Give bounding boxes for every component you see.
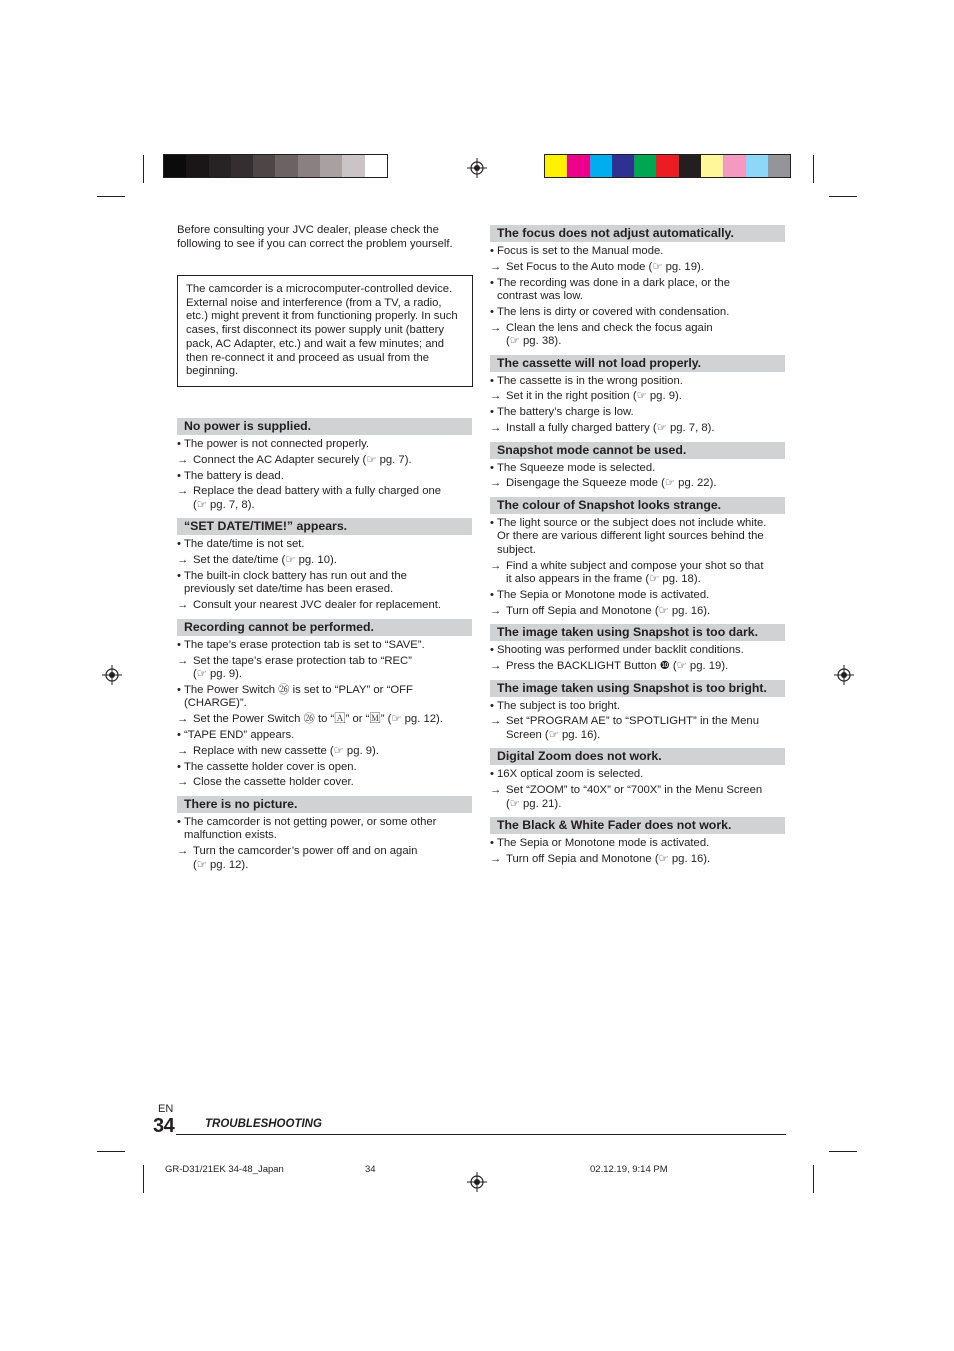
cause-line xyxy=(177,438,472,452)
arrow-icon: → xyxy=(490,260,502,273)
bullet-icon: • xyxy=(490,516,494,529)
remedy-line xyxy=(177,554,472,568)
bullet-icon: • xyxy=(490,245,494,257)
section-heading: Digital Zoom does not work. xyxy=(490,748,785,765)
color-swatch xyxy=(164,155,186,177)
cause-line xyxy=(490,375,785,389)
color-swatch xyxy=(298,155,320,177)
color-swatch xyxy=(365,155,387,177)
line-text: Clean the lens and check the focus again (☞ pg. 38). xyxy=(506,321,713,348)
arrow-icon: → xyxy=(177,654,189,667)
color-swatch xyxy=(567,155,589,177)
bullet-icon: • xyxy=(177,569,181,582)
line-text: Disengage the Squeeze mode (☞ pg. 22). xyxy=(506,477,717,490)
line-text: The subject is too bright. xyxy=(497,699,621,712)
line-text: Shooting was performed under backlit conditions. xyxy=(497,644,744,657)
troubleshooting-section xyxy=(490,497,785,618)
cause-line xyxy=(177,570,472,597)
crop-mark xyxy=(813,1165,814,1193)
line-text: Set the Power Switch ㉖ to “🄰” or “🄼” (☞ pg. 12). xyxy=(193,713,443,726)
line-text: Consult your nearest JVC dealer for replacement. xyxy=(193,599,442,612)
section-heading: The Black & White Fader does not work. xyxy=(490,817,785,834)
cause-line xyxy=(490,837,785,851)
color-swatch xyxy=(746,155,768,177)
color-calibration-bar xyxy=(544,154,791,178)
cause-line xyxy=(490,306,785,320)
arrow-icon: → xyxy=(177,845,189,858)
bullet-icon: • xyxy=(490,374,494,387)
troubleshooting-section xyxy=(490,442,785,491)
line-text: The battery is dead. xyxy=(184,469,284,482)
remedy-line xyxy=(490,390,785,404)
cause-line xyxy=(490,245,785,259)
line-text: Connect the AC Adapter securely (☞ pg. 7). xyxy=(193,453,412,466)
color-swatch xyxy=(253,155,275,177)
line-text: The Power Switch ㉖ is set to “PLAY” or “OFF (CHARGE)”. xyxy=(184,683,413,710)
remedy-line xyxy=(177,776,472,790)
color-swatch xyxy=(275,155,297,177)
cause-line xyxy=(177,470,472,484)
arrow-icon: → xyxy=(177,599,189,612)
color-swatch xyxy=(656,155,678,177)
remedy-line xyxy=(490,660,785,674)
remedy-line xyxy=(177,599,472,613)
troubleshooting-section xyxy=(177,418,472,512)
line-text: The date/time is not set. xyxy=(184,538,305,551)
right-column xyxy=(490,225,785,869)
line-text: The power is not connected properly. xyxy=(184,438,370,450)
bullet-icon: • xyxy=(177,815,181,828)
cause-line xyxy=(490,517,785,558)
crop-mark xyxy=(813,155,814,183)
line-text: Set “PROGRAM AE” to “SPOTLIGHT” in the Menu Screen (☞ pg. 16). xyxy=(506,715,759,741)
section-heading: No power is supplied. xyxy=(177,418,472,435)
line-text: The cassette is in the wrong position. xyxy=(497,374,683,387)
arrow-icon: → xyxy=(490,660,502,673)
section-heading: The image taken using Snapshot is too dark. xyxy=(490,624,785,641)
line-text: Turn the camcorder’s power off and on again (☞ pg. 12). xyxy=(193,845,418,871)
troubleshooting-section xyxy=(490,680,785,743)
color-swatch xyxy=(723,155,745,177)
line-text: Set Focus to the Auto mode (☞ pg. 19). xyxy=(506,260,704,273)
crop-mark xyxy=(143,155,144,183)
registration-target-icon xyxy=(834,665,854,685)
line-text: Set the date/time (☞ pg. 10). xyxy=(193,554,337,567)
remedy-line xyxy=(490,784,785,811)
registration-target-icon xyxy=(467,158,487,178)
color-swatch xyxy=(612,155,634,177)
line-text: Focus is set to the Manual mode. xyxy=(497,245,664,257)
color-swatch xyxy=(209,155,231,177)
cause-line xyxy=(490,768,785,782)
troubleshooting-section xyxy=(490,225,785,349)
note-box: The camcorder is a microcomputer-controlled device. External noise and interference (from a TV, a radio, etc.) might prevent it from functioning properly. In such cases, first disconnect its power supply unit (battery pack, AC Adapter, etc.) and wait a few minutes; and then re-connect it and proceed as usual from the beginning. xyxy=(177,275,473,387)
arrow-icon: → xyxy=(490,477,502,490)
remedy-line xyxy=(490,605,785,619)
color-swatch xyxy=(186,155,208,177)
arrow-icon: → xyxy=(177,744,189,757)
bullet-icon: • xyxy=(177,728,181,741)
arrow-icon: → xyxy=(177,554,189,567)
line-text: The camcorder is not getting power, or some other malfunction exists. xyxy=(184,815,437,842)
troubleshooting-section xyxy=(490,748,785,811)
troubleshooting-section xyxy=(490,624,785,673)
line-text: Replace with new cassette (☞ pg. 9). xyxy=(193,744,379,757)
grayscale-calibration-bar xyxy=(163,154,388,178)
cause-line xyxy=(490,644,785,658)
bullet-icon: • xyxy=(490,699,494,712)
bullet-icon: • xyxy=(177,683,181,696)
troubleshooting-section xyxy=(177,619,472,790)
section-heading: The cassette will not load properly. xyxy=(490,355,785,372)
arrow-icon: → xyxy=(490,390,502,403)
section-heading: “SET DATE/TIME!” appears. xyxy=(177,518,472,535)
color-swatch xyxy=(679,155,701,177)
cause-line xyxy=(490,700,785,714)
troubleshooting-section xyxy=(490,817,785,866)
color-swatch xyxy=(701,155,723,177)
remedy-line xyxy=(490,322,785,349)
line-text: The tape’s erase protection tab is set to “SAVE”. xyxy=(184,638,425,651)
cause-line xyxy=(177,816,472,843)
cause-line xyxy=(490,589,785,603)
bullet-icon: • xyxy=(490,837,494,850)
remedy-line xyxy=(490,560,785,587)
color-swatch xyxy=(590,155,612,177)
section-heading: The focus does not adjust automatically. xyxy=(490,225,785,242)
remedy-line xyxy=(177,454,472,468)
section-heading: The colour of Snapshot looks strange. xyxy=(490,497,785,514)
bullet-icon: • xyxy=(490,768,494,781)
bullet-icon: • xyxy=(490,305,494,318)
cause-line xyxy=(490,462,785,476)
line-text: Set the tape’s erase protection tab to “REC” (☞ pg. 9). xyxy=(193,654,412,681)
troubleshooting-section xyxy=(177,796,472,872)
troubleshooting-section xyxy=(490,355,785,436)
arrow-icon: → xyxy=(490,604,502,617)
cause-line xyxy=(490,277,785,304)
arrow-icon: → xyxy=(177,713,189,726)
troubleshooting-section xyxy=(177,518,472,612)
line-text: Press the BACKLIGHT Button ❿ (☞ pg. 19). xyxy=(506,660,729,673)
bullet-icon: • xyxy=(177,469,181,482)
arrow-icon: → xyxy=(490,715,502,728)
color-swatch xyxy=(231,155,253,177)
line-text: The light source or the subject does not include white. Or there are various different light sources behind the subject. xyxy=(497,516,767,556)
footer-sheet-number: 34 xyxy=(365,1164,376,1175)
crop-mark xyxy=(829,1151,857,1152)
remedy-line xyxy=(490,853,785,867)
line-text: 16X optical zoom is selected. xyxy=(497,768,644,781)
crop-mark xyxy=(97,1151,125,1152)
footer-rule xyxy=(176,1134,786,1135)
bullet-icon: • xyxy=(177,638,181,651)
footer-file-name: GR-D31/21EK 34-48_Japan xyxy=(165,1164,284,1175)
registration-target-icon xyxy=(102,665,122,685)
bullet-icon: • xyxy=(490,644,494,657)
line-text: Find a white subject and compose your shot so that it also appears in the frame (☞ pg. 18). xyxy=(506,559,764,586)
section-heading: Snapshot mode cannot be used. xyxy=(490,442,785,459)
line-text: Install a fully charged battery (☞ pg. 7, 8). xyxy=(506,422,715,435)
crop-mark xyxy=(97,196,125,197)
line-text: Replace the dead battery with a fully charged one (☞ pg. 7, 8). xyxy=(193,485,442,511)
cause-line xyxy=(177,538,472,552)
remedy-line xyxy=(177,745,472,759)
line-text: Set “ZOOM” to “40X” or “700X” in the Menu Screen (☞ pg. 21). xyxy=(506,784,763,810)
arrow-icon: → xyxy=(490,422,502,435)
line-text: Close the cassette holder cover. xyxy=(193,776,354,789)
bullet-icon: • xyxy=(490,588,494,601)
cause-line xyxy=(177,684,472,711)
crop-mark xyxy=(829,196,857,197)
line-text: Turn off Sepia and Monotone (☞ pg. 16). xyxy=(506,604,711,617)
remedy-line xyxy=(177,713,472,727)
arrow-icon: → xyxy=(177,776,189,789)
arrow-icon: → xyxy=(177,453,189,466)
section-title: TROUBLESHOOTING xyxy=(205,1118,322,1130)
cause-line xyxy=(177,729,472,743)
line-text: The cassette holder cover is open. xyxy=(184,760,357,773)
section-heading: There is no picture. xyxy=(177,796,472,813)
bullet-icon: • xyxy=(490,461,494,474)
language-label: EN xyxy=(158,1103,174,1115)
bullet-icon: • xyxy=(177,438,181,450)
line-text: Set it in the right position (☞ pg. 9). xyxy=(506,390,682,403)
section-heading: The image taken using Snapshot is too bright. xyxy=(490,680,785,697)
arrow-icon: → xyxy=(490,784,502,797)
bullet-icon: • xyxy=(490,406,494,419)
crop-mark xyxy=(143,1165,144,1193)
line-text: The built-in clock battery has run out and the previously set date/time has been erased. xyxy=(184,569,407,596)
left-column xyxy=(177,418,472,874)
line-text: The battery’s charge is low. xyxy=(497,406,634,419)
remedy-line xyxy=(490,715,785,742)
bullet-icon: • xyxy=(177,538,181,551)
remedy-line xyxy=(490,477,785,491)
remedy-line xyxy=(490,422,785,436)
line-text: “TAPE END” appears. xyxy=(184,728,295,741)
line-text: Turn off Sepia and Monotone (☞ pg. 16). xyxy=(506,852,711,865)
color-swatch xyxy=(768,155,790,177)
bullet-icon: • xyxy=(490,276,494,289)
footer-date: 02.12.19, 9:14 PM xyxy=(590,1164,668,1175)
intro-text: Before consulting your JVC dealer, please check the following to see if you can correct the problem yourself. xyxy=(177,224,453,250)
registration-target-icon xyxy=(467,1172,487,1192)
line-text: The Squeeze mode is selected. xyxy=(497,461,656,474)
remedy-line xyxy=(177,655,472,682)
cause-line xyxy=(177,761,472,775)
arrow-icon: → xyxy=(177,485,189,498)
color-swatch xyxy=(320,155,342,177)
line-text: The lens is dirty or covered with condensation. xyxy=(497,305,730,318)
arrow-icon: → xyxy=(490,321,502,334)
color-swatch xyxy=(634,155,656,177)
line-text: The recording was done in a dark place, or the contrast was low. xyxy=(497,276,730,303)
arrow-icon: → xyxy=(490,852,502,865)
cause-line xyxy=(490,406,785,420)
remedy-line xyxy=(177,485,472,512)
section-heading: Recording cannot be performed. xyxy=(177,619,472,636)
color-swatch xyxy=(545,155,567,177)
line-text: The Sepia or Monotone mode is activated. xyxy=(497,837,710,850)
bullet-icon: • xyxy=(177,760,181,773)
remedy-line xyxy=(177,845,472,872)
line-text: The Sepia or Monotone mode is activated. xyxy=(497,588,710,601)
remedy-line xyxy=(490,261,785,275)
page-number: 34 xyxy=(153,1115,175,1137)
color-swatch xyxy=(342,155,364,177)
arrow-icon: → xyxy=(490,559,502,572)
cause-line xyxy=(177,639,472,653)
